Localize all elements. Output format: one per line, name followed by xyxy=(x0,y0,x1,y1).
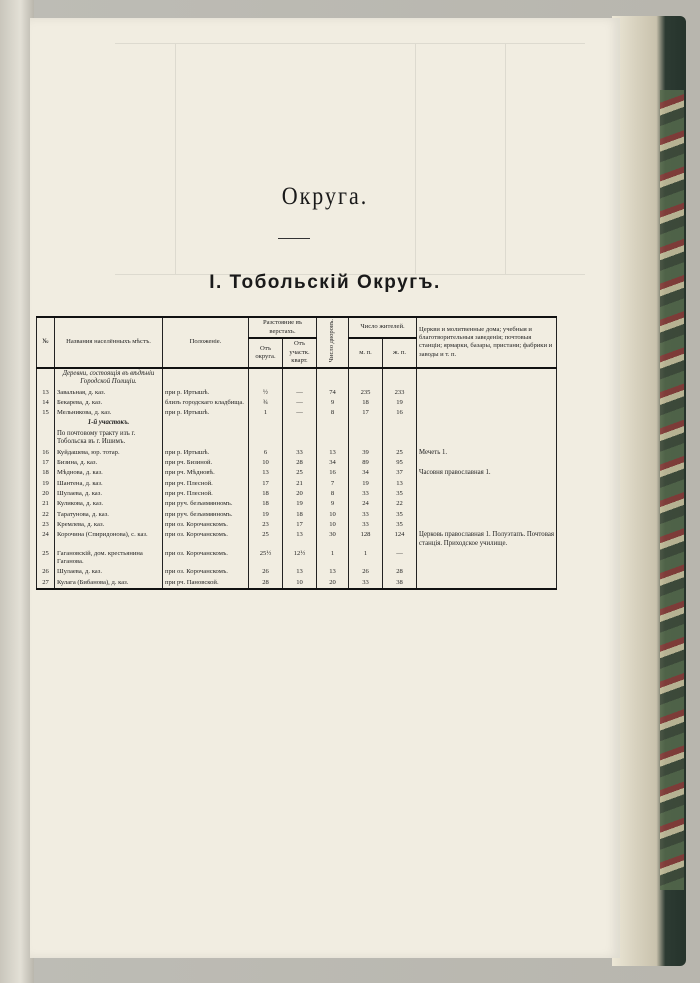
row-number: 15 xyxy=(37,408,55,418)
distance-uchastok: — xyxy=(283,398,317,408)
households: 9 xyxy=(317,398,349,408)
distance-uchastok: 17 xyxy=(283,520,317,530)
male-count: 1 xyxy=(349,549,383,567)
settlement-name: Куйдашева, юр. тотар. xyxy=(55,448,163,458)
col-dist-okrug: Отъ округа. xyxy=(249,338,283,368)
households: 8 xyxy=(317,489,349,499)
notes: Часовня православная 1. xyxy=(417,468,557,478)
row-number: 23 xyxy=(37,520,55,530)
female-count: 35 xyxy=(383,489,417,499)
distance-uchastok: — xyxy=(283,408,317,418)
households: 20 xyxy=(317,578,349,589)
notes xyxy=(417,520,557,530)
distance-uchastok: 18 xyxy=(283,510,317,520)
notes xyxy=(417,489,557,499)
settlement-name: Гагановскій, дом. крестьянина Гаганова. xyxy=(55,549,163,567)
settlement-name: Таратунова, д. каз. xyxy=(55,510,163,520)
settlement-name: Кремлева, д. каз. xyxy=(55,520,163,530)
distance-okrug: 6 xyxy=(249,448,283,458)
female-count: 95 xyxy=(383,458,417,468)
col-name: Названия населённыхъ мѣстъ. xyxy=(55,317,163,368)
female-count: 37 xyxy=(383,468,417,478)
male-count: 235 xyxy=(349,388,383,398)
book-page xyxy=(30,18,620,958)
female-count: 25 xyxy=(383,448,417,458)
notes xyxy=(417,499,557,509)
male-count: 18 xyxy=(349,398,383,408)
position: при рч. Плесной. xyxy=(163,479,249,489)
households: 34 xyxy=(317,458,349,468)
section-subheading: По почтовому тракту изъ г. Тобольска въ г. Ишимъ. xyxy=(55,429,163,448)
households: 74 xyxy=(317,388,349,398)
distance-okrug: 13 xyxy=(249,468,283,478)
settlement-name: Завальная, д. каз. xyxy=(55,388,163,398)
settlements-table xyxy=(36,316,557,590)
distance-okrug: 26 xyxy=(249,567,283,577)
male-count: 128 xyxy=(349,530,383,549)
table-row xyxy=(37,499,557,509)
female-count: — xyxy=(383,549,417,567)
distance-okrug: 25 xyxy=(249,530,283,549)
position: при руч. безъимянномъ. xyxy=(163,510,249,520)
row-number: 21 xyxy=(37,499,55,509)
male-count: 33 xyxy=(349,489,383,499)
table-row xyxy=(37,408,557,418)
col-distance-group: Разстояние въ верстахъ. xyxy=(249,317,317,338)
households: 13 xyxy=(317,567,349,577)
marbled-edge xyxy=(660,90,684,890)
notes xyxy=(417,458,557,468)
distance-uchastok: 33 xyxy=(283,448,317,458)
settlement-name: Шантена, д. каз. xyxy=(55,479,163,489)
section-heading: Деревни, состоящія въ вѣдѣніи Городской Полиціи. xyxy=(55,368,163,388)
notes xyxy=(417,388,557,398)
female-count: 13 xyxy=(383,479,417,489)
households: 13 xyxy=(317,448,349,458)
distance-uchastok: 13 xyxy=(283,530,317,549)
table-row xyxy=(37,578,557,589)
position: при рч. Мѣдновѣ. xyxy=(163,468,249,478)
district-title: I. Тобольскій Округъ. xyxy=(209,272,441,293)
notes xyxy=(417,549,557,567)
col-households: Число дворовъ. xyxy=(317,317,349,368)
col-male: м. п. xyxy=(349,338,383,368)
male-count: 33 xyxy=(349,520,383,530)
male-count: 39 xyxy=(349,448,383,458)
male-count: 26 xyxy=(349,567,383,577)
position: при оз. Корочанскомъ. xyxy=(163,567,249,577)
notes xyxy=(417,398,557,408)
settlement-name: Бизина, д. каз. xyxy=(55,458,163,468)
distance-uchastok: 25 xyxy=(283,468,317,478)
section-subheading-row xyxy=(37,429,557,448)
distance-okrug: 18 xyxy=(249,489,283,499)
distance-okrug: 19 xyxy=(249,510,283,520)
distance-okrug: ¾ xyxy=(249,398,283,408)
settlement-name: Корочина (Спиридонова), с. каз. xyxy=(55,530,163,549)
table-row xyxy=(37,530,557,549)
section-heading-row xyxy=(37,418,557,428)
households: 1 xyxy=(317,549,349,567)
table-row xyxy=(37,520,557,530)
section-heading: 1-й участокъ. xyxy=(55,418,163,428)
title-rule xyxy=(278,238,310,239)
distance-uchastok: 20 xyxy=(283,489,317,499)
distance-okrug: 1 xyxy=(249,408,283,418)
notes xyxy=(417,567,557,577)
position: при руч. безъимянномъ. xyxy=(163,499,249,509)
col-notes: Церкви и молитвенные дома; учебныя и благотворительныя заведенія; почтовыя станціи; ярмарки, базары, пристани; фабрики и заводы и т. п. xyxy=(417,317,557,368)
table-row xyxy=(37,388,557,398)
position: при оз. Корочанскомъ. xyxy=(163,520,249,530)
row-number: 22 xyxy=(37,510,55,520)
position: при рч. Пановской. xyxy=(163,578,249,589)
table-row xyxy=(37,567,557,577)
male-count: 17 xyxy=(349,408,383,418)
distance-okrug: 25½ xyxy=(249,549,283,567)
row-number: 14 xyxy=(37,398,55,408)
col-dist-uchastok: Отъ участк. кварт. xyxy=(283,338,317,368)
notes xyxy=(417,578,557,589)
settlement-name: Мѣднова, д. каз. xyxy=(55,468,163,478)
col-position: Положеніе. xyxy=(163,317,249,368)
table-row xyxy=(37,468,557,478)
bleed-through xyxy=(115,43,585,275)
settlement-name: Кулага (Бибанова), д. каз. xyxy=(55,578,163,589)
position: при р. Иртышѣ. xyxy=(163,448,249,458)
facing-page-edge xyxy=(0,0,34,983)
distance-okrug: ½ xyxy=(249,388,283,398)
row-number: 24 xyxy=(37,530,55,549)
households: 7 xyxy=(317,479,349,489)
row-number: 16 xyxy=(37,448,55,458)
settlement-name: Мельникова, д. каз. xyxy=(55,408,163,418)
col-female: ж. п. xyxy=(383,338,417,368)
row-number: 18 xyxy=(37,468,55,478)
distance-okrug: 10 xyxy=(249,458,283,468)
row-number: 25 xyxy=(37,549,55,567)
male-count: 33 xyxy=(349,510,383,520)
row-number: 19 xyxy=(37,479,55,489)
table-row xyxy=(37,448,557,458)
table-row xyxy=(37,479,557,489)
distance-uchastok: 28 xyxy=(283,458,317,468)
distance-uchastok: 13 xyxy=(283,567,317,577)
male-count: 33 xyxy=(349,578,383,589)
position: при оз. Корочанскомъ. xyxy=(163,530,249,549)
page-title: Округа. xyxy=(281,181,369,210)
distance-uchastok: 19 xyxy=(283,499,317,509)
row-number: 13 xyxy=(37,388,55,398)
notes: Мечеть 1. xyxy=(417,448,557,458)
row-number: 17 xyxy=(37,458,55,468)
settlement-name: Бекарева, д. каз. xyxy=(55,398,163,408)
notes xyxy=(417,510,557,520)
row-number: 20 xyxy=(37,489,55,499)
table-row xyxy=(37,458,557,468)
female-count: 28 xyxy=(383,567,417,577)
section-heading-row xyxy=(37,368,557,388)
distance-uchastok: — xyxy=(283,388,317,398)
male-count: 24 xyxy=(349,499,383,509)
distance-uchastok: 10 xyxy=(283,578,317,589)
settlement-name: Куликова, д. каз. xyxy=(55,499,163,509)
position: при оз. Корочанскомъ. xyxy=(163,549,249,567)
female-count: 22 xyxy=(383,499,417,509)
table-row xyxy=(37,398,557,408)
households: 10 xyxy=(317,510,349,520)
position: близъ городскаго кладбища. xyxy=(163,398,249,408)
female-count: 124 xyxy=(383,530,417,549)
position: при р. Иртышѣ. xyxy=(163,388,249,398)
distance-uchastok: 21 xyxy=(283,479,317,489)
position: при рч. Плесной. xyxy=(163,489,249,499)
table-row xyxy=(37,549,557,567)
distance-okrug: 17 xyxy=(249,479,283,489)
settlement-name: Шулаева, д. каз. xyxy=(55,567,163,577)
households: 30 xyxy=(317,530,349,549)
notes xyxy=(417,479,557,489)
table-row xyxy=(37,489,557,499)
households: 16 xyxy=(317,468,349,478)
position: при р. Иртышѣ. xyxy=(163,408,249,418)
households: 8 xyxy=(317,408,349,418)
position: при рч. Бизиной. xyxy=(163,458,249,468)
notes: Церковь православная 1. Полуэтапъ. Почтовая станція. Приходское училище. xyxy=(417,530,557,549)
settlement-name: Шулаева, д. каз. xyxy=(55,489,163,499)
table-row xyxy=(37,510,557,520)
row-number: 26 xyxy=(37,567,55,577)
distance-okrug: 18 xyxy=(249,499,283,509)
row-number: 27 xyxy=(37,578,55,589)
female-count: 233 xyxy=(383,388,417,398)
female-count: 35 xyxy=(383,510,417,520)
male-count: 89 xyxy=(349,458,383,468)
distance-uchastok: 12½ xyxy=(283,549,317,567)
female-count: 19 xyxy=(383,398,417,408)
col-num: № xyxy=(37,317,55,368)
col-inhabitants-group: Число жителей. xyxy=(349,317,417,338)
female-count: 35 xyxy=(383,520,417,530)
female-count: 38 xyxy=(383,578,417,589)
female-count: 16 xyxy=(383,408,417,418)
male-count: 19 xyxy=(349,479,383,489)
male-count: 34 xyxy=(349,468,383,478)
notes xyxy=(417,408,557,418)
households: 10 xyxy=(317,520,349,530)
distance-okrug: 23 xyxy=(249,520,283,530)
distance-okrug: 28 xyxy=(249,578,283,589)
households: 9 xyxy=(317,499,349,509)
